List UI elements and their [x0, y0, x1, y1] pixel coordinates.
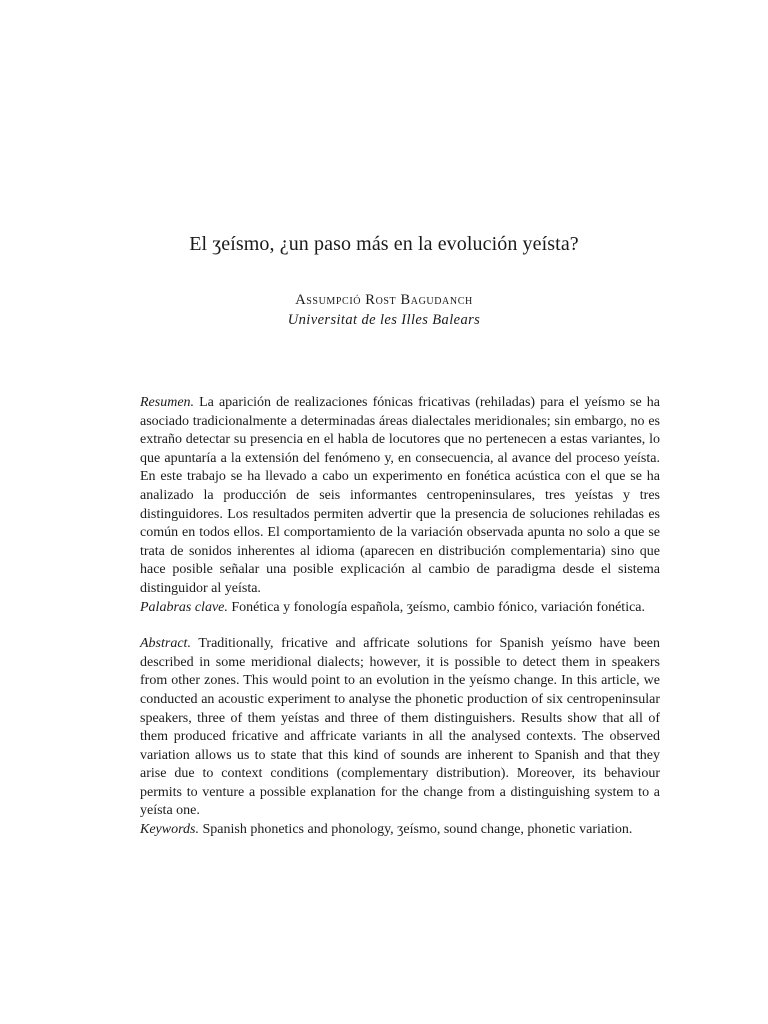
- palabras-clave-label: Palabras clave.: [140, 599, 228, 615]
- abstract-label: Abstract.: [140, 636, 191, 652]
- keywords-paragraph: [140, 821, 660, 840]
- author-affiliation: Universitat de les Illes Balears: [287, 312, 481, 328]
- author-name: Assumpció Rost Bagudanch: [295, 292, 473, 308]
- abstract-text: Traditionally, fricative and affricate solutions for Spanish yeísmo have been described in some meridional dialects; however, it is possible to detect them in speakers from other zones. This would point to an evolution in the yeísmo change. In this article, we conducted an acoustic experiment to analyse the phonetic production of six centropeninsular speakers, three of them yeístas and three of them distinguishers. Results show that all of them produced fricative and affricate variants in all the analysed contexts. The observed variation allows us to state that this kind of sounds are inherent to Spanish and that they arise due to context conditions (complementary distribution). Moreover, its behaviour permits to venture a possible explanation for the change from a distinguishing system to a yeísta one.: [140, 636, 660, 819]
- section-gap: [140, 617, 660, 635]
- palabras-clave-text: Fonética y fonología española, ʒeísmo, cambio fónico, variación fonética.: [231, 599, 646, 615]
- author-block: [0, 290, 768, 330]
- keywords-label: Keywords.: [140, 822, 199, 838]
- abstracts-section: [140, 394, 660, 840]
- resumen-label: Resumen.: [140, 395, 195, 410]
- abstract-paragraph: [140, 635, 660, 821]
- resumen-paragraph: [140, 394, 660, 599]
- palabras-clave-paragraph: [140, 599, 660, 618]
- paper-title: El ʒeísmo, ¿un paso más en la evolución yeísta?: [189, 233, 579, 255]
- keywords-text: Spanish phonetics and phonology, ʒeísmo, sound change, phonetic variation.: [202, 822, 633, 838]
- resumen-text: La aparición de realizaciones fónicas fricativas (rehiladas) para el yeísmo se ha asociado tradicionalmente a determinadas áreas dialectales meridionales; sin embargo, no es extraño detectar su presencia en el habla de locutores que no pertenecen a estas variantes, lo que apuntaría a la extensión del fenómeno y, en consecuencia, al avance del proceso yeísta. En este trabajo se ha llevado a cabo un experimento en fonética acústica con el que se ha analizado la producción de seis informantes centropeninsulares, tres yeístas y tres distinguidores. Los resultados permiten advertir que la presencia de soluciones rehiladas es común en todos ellos. El comportamiento de la variación observada apunta no solo a que se trata de sonidos inherentes al idioma (aparecen en distribución complementaria) sino que hace posible señalar una posible explicación al cambio de paradigma desde el sistema distinguidor al yeísta.: [140, 395, 660, 596]
